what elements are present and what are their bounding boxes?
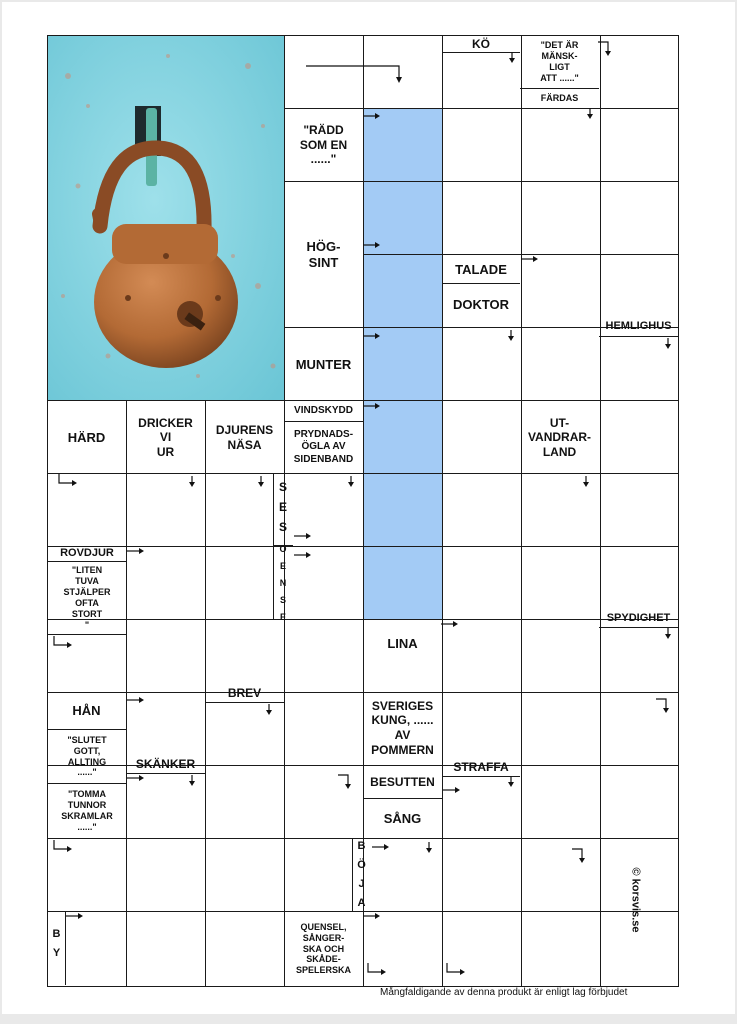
arrow-down-icon: [508, 52, 516, 64]
clue-quensel: QUENSEL, SÅNGER- SKA OCH SKÅDE- SPELERSKA: [295, 921, 351, 976]
clue-tomma-tunnor: "TOMMA TUNNOR SKRAMLAR ......": [61, 789, 113, 832]
arrow-right-icon: [363, 402, 381, 410]
clue-hard: HÄRD: [67, 429, 106, 445]
vertical-word-ses: [274, 478, 292, 536]
vertical-word-boja: [353, 840, 370, 910]
clue-fardas: FÄRDAS: [540, 92, 579, 103]
arrow-right-icon: [363, 112, 381, 120]
arrow-right-icon: [294, 532, 312, 540]
clue-det-ar-mansligt: "DET ÄR MÄNSK- LIGT ATT ......": [540, 40, 579, 83]
clue-divider: [205, 702, 284, 703]
arrow-corner-down-icon: [306, 62, 406, 86]
arrow-down-icon: [507, 776, 515, 788]
padlock-photo: [48, 36, 284, 400]
clue-utvandrarland: UT- VANDRAR- LAND: [527, 415, 592, 459]
arrow-right-icon: [294, 551, 312, 559]
vertical-letter: B: [357, 840, 366, 852]
clue-radd-som-en: "RÄDD SOM EN ......": [299, 123, 348, 167]
clue-divider: [65, 912, 66, 985]
clue-talade: TALADE: [455, 261, 507, 277]
clue-rovdjur: ROVDJUR: [60, 547, 114, 560]
clue-doktor: DOKTOR: [452, 297, 510, 313]
clue-dricker-vi-ur: DRICKER VI UR: [138, 415, 193, 459]
vertical-letter: J: [358, 878, 365, 890]
arrow-corner-right-icon: [52, 840, 74, 854]
clue-divider: [47, 783, 126, 784]
arrow-down-icon: [664, 628, 672, 640]
arrow-down-icon: [257, 476, 265, 488]
arrow-right-icon: [127, 774, 145, 782]
copyright-notice: [620, 850, 650, 950]
clue-sang: SÅNG: [383, 811, 422, 827]
arrow-down-icon: [664, 338, 672, 350]
clue-slutet-gott: "SLUTET GOTT, ALLTING ......": [67, 734, 107, 778]
arrow-corner-right-icon: [57, 474, 79, 488]
arrow-down-icon: [582, 476, 590, 488]
arrow-corner-down-icon: [656, 697, 672, 715]
arrow-right-icon: [127, 547, 145, 555]
vertical-letter: B: [52, 928, 61, 940]
arrow-down-icon: [188, 476, 196, 488]
arrow-corner-down-icon: [338, 773, 354, 791]
arrow-down-icon: [265, 704, 273, 716]
vertical-letter: E: [278, 500, 287, 514]
clue-sveriges-kung: SVERIGES KUNG, ...... AV POMMERN: [371, 698, 434, 757]
arrow-down-icon: [507, 330, 515, 342]
clue-divider: [363, 798, 442, 799]
clue-munter: MUNTER: [295, 356, 352, 372]
clue-djurens-nasa: DJURENS NÄSA: [215, 422, 274, 452]
clue-ko: KÖ: [472, 36, 490, 51]
clue-divider: [48, 634, 126, 635]
arrow-down-icon: [347, 476, 355, 488]
clue-divider: [47, 729, 126, 730]
arrow-right-icon: [363, 912, 381, 920]
clue-spydighet: SPYDIGHET: [606, 612, 671, 625]
clue-divider: [599, 336, 678, 337]
arrow-corner-down-icon: [598, 40, 614, 58]
arrow-right-icon: [363, 241, 381, 249]
vertical-letter: O: [279, 543, 287, 554]
vertical-letter: E: [279, 560, 286, 571]
clue-prydnadsogla: PRYDNADS- ÖGLA AV SIDENBAND: [293, 429, 354, 465]
vertical-letter: Ö: [357, 859, 366, 871]
arrow-down-icon: [425, 842, 433, 854]
clue-brev: BREV: [227, 685, 262, 700]
clue-vindskydd: VINDSKYDD: [294, 404, 353, 416]
clue-hemlighus: HEMLIGHUS: [605, 320, 672, 333]
arrow-corner-right-icon: [445, 963, 467, 977]
vertical-word-by: [48, 924, 65, 964]
arrow-down-icon: [188, 775, 196, 787]
arrow-right-icon: [521, 255, 539, 263]
copyright-text: © korsvis.se: [629, 867, 642, 933]
arrow-corner-down-icon: [572, 847, 588, 865]
vertical-letter: S: [278, 480, 287, 494]
vertical-letter: S: [279, 594, 286, 605]
arrow-right-icon: [443, 786, 461, 794]
vertical-word-oense: [274, 543, 292, 622]
arrow-right-icon: [363, 332, 381, 340]
clue-skanker: SKÄNKER: [135, 757, 196, 772]
padlock-image: [48, 36, 284, 400]
clue-han: HÅN: [72, 703, 101, 719]
arrow-right-icon: [441, 620, 459, 628]
arrow-corner-right-icon: [52, 636, 74, 650]
arrow-right-icon: [372, 843, 390, 851]
clue-lina: LINA: [387, 636, 418, 652]
vertical-letter: Y: [52, 947, 61, 959]
arrow-corner-right-icon: [366, 963, 388, 977]
footer-notice: Mångfaldigande av denna produkt är enligt lag förbjudet: [380, 987, 628, 998]
arrow-right-icon: [127, 696, 145, 704]
arrow-down-icon: [586, 108, 594, 120]
clue-besutten: BESUTTEN: [370, 775, 435, 790]
vertical-letter: E: [279, 611, 286, 622]
clue-straffa: STRAFFA: [453, 759, 509, 774]
vertical-letter: N: [279, 577, 287, 588]
clue-liten-tuva: "LITEN TUVA STJÄLPER OFTA STORT ": [63, 565, 111, 630]
arrow-right-icon: [66, 912, 84, 920]
vertical-letter: S: [278, 520, 287, 534]
vertical-letter: A: [357, 897, 366, 909]
clue-hogsint: HÖG- SINT: [306, 239, 341, 270]
